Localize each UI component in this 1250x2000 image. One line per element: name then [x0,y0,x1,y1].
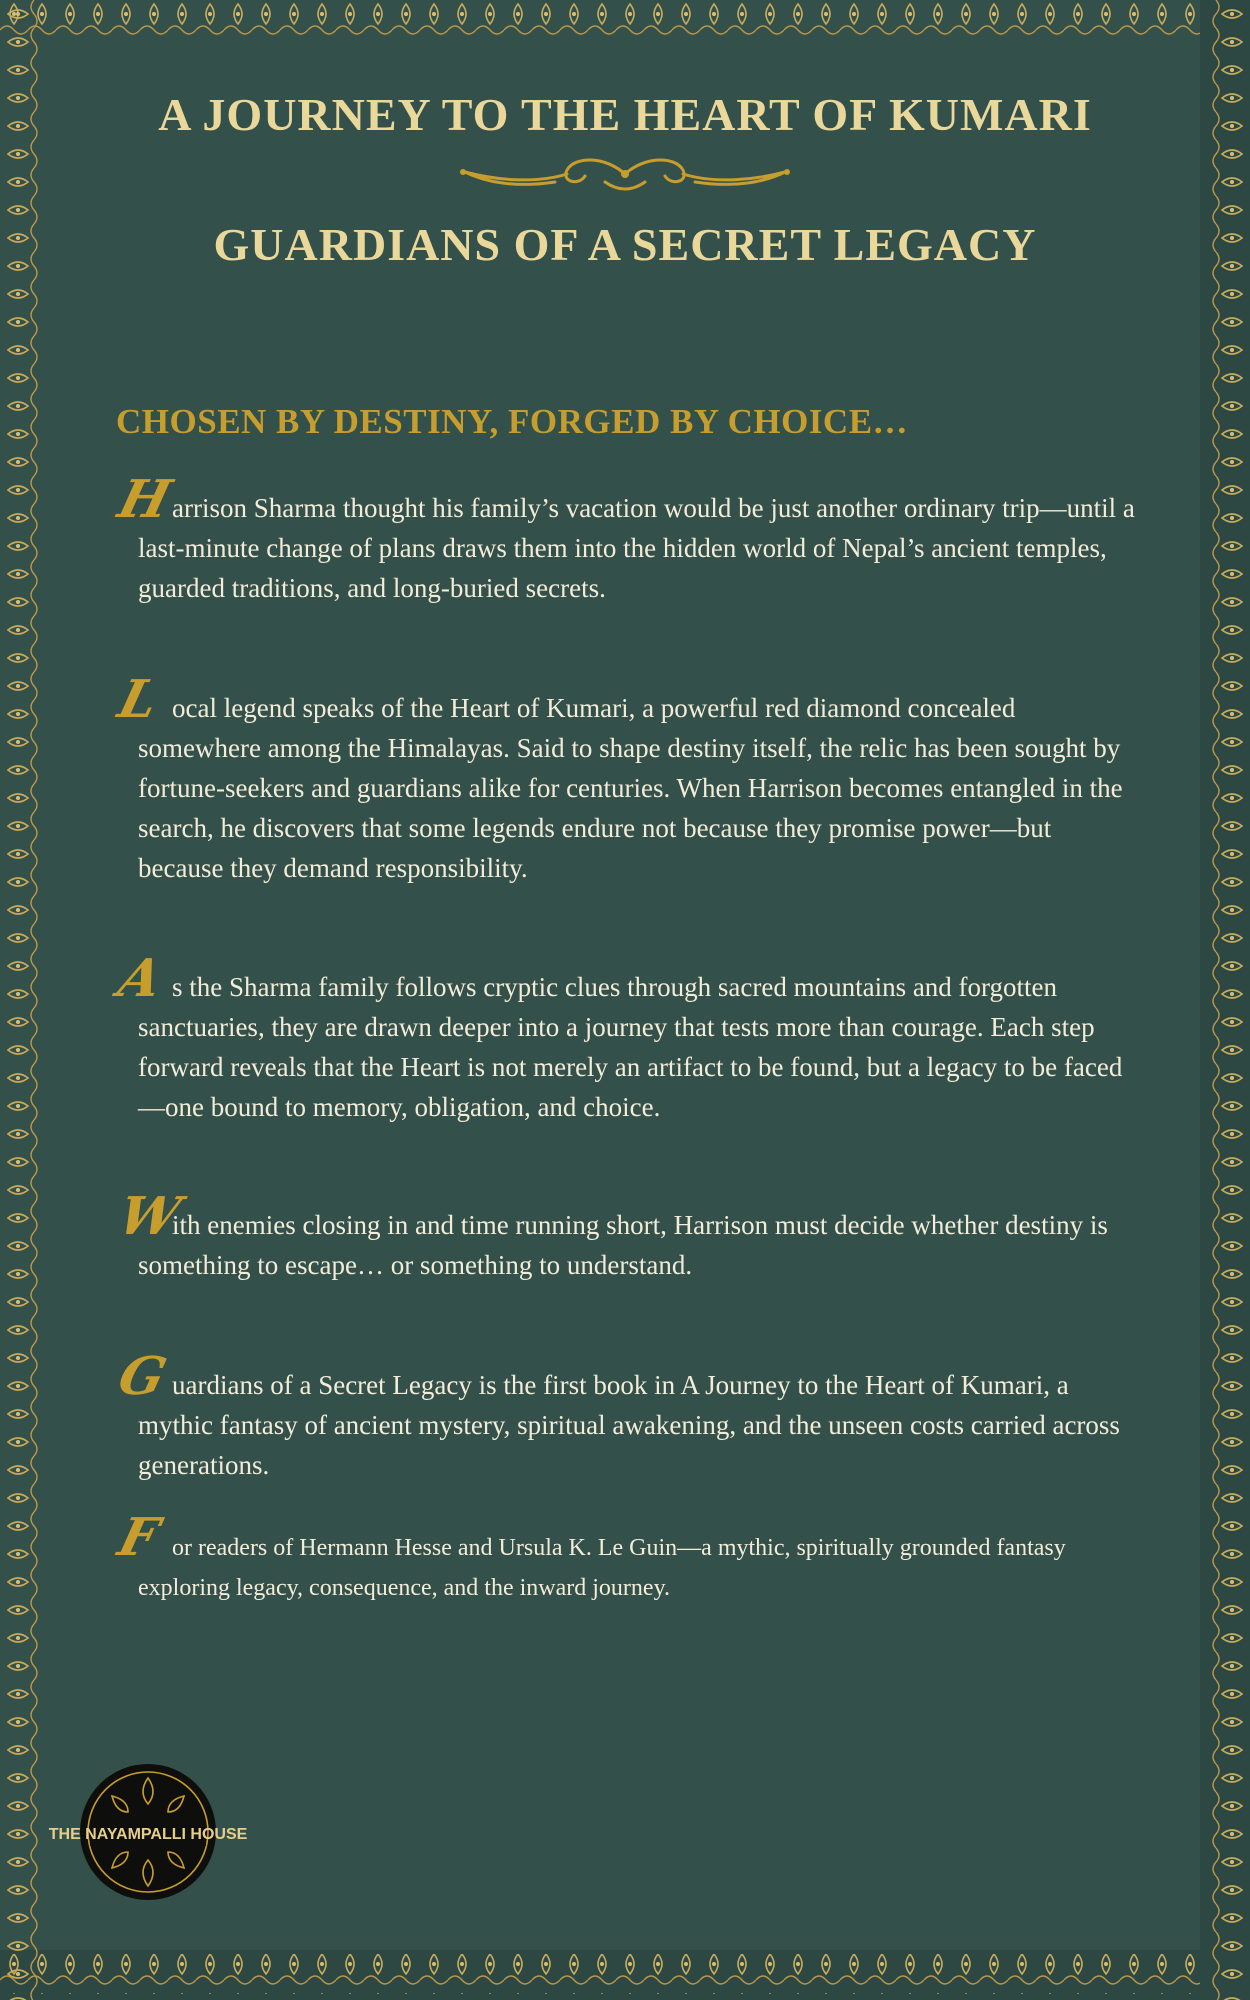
book-title: GUARDIANS OF A SECRET LEGACY [213,219,1037,270]
paragraph-text: arrison Sharma thought his family’s vacation would be just another ordinary trip—until a last-minute change of plans draws them into the hidden world of Nepal’s ancient temples, guarded traditions, and long-buried secrets. [138,493,1135,603]
blurb-paragraph [112,469,1138,608]
publisher-logo [48,1762,248,1902]
drop-cap: L [112,669,165,730]
drop-cap: W [112,1186,187,1247]
paragraph-text: ocal legend speaks of the Heart of Kumari, a powerful red diamond concealed somewhere among the Himalayas. Said to shape destiny itself, the relic has been sought by fortune-seekers and guardians alike for centuries. When Harrison becomes entangled in the search, he discovers that some legends endure not because they promise power—but because they demand responsibility. [138,693,1123,883]
drop-cap: H [112,469,177,530]
blurb-paragraph [112,669,1138,888]
ornamental-border-bottom [0,1950,1250,2000]
drop-cap: G [112,1346,173,1407]
paragraph-text: or readers of Hermann Hesse and Ursula K. Le Guin—a mythic, spiritually grounded fantasy exploring legacy, consequence, and the inward journey. [138,1535,1066,1601]
gold-flourish-ornament [455,152,795,202]
blurb-paragraph [112,948,1138,1127]
drop-cap: F [112,1507,165,1568]
ornamental-border-left [0,0,46,2000]
paragraph-text: uardians of a Secret Legacy is the first book in A Journey to the Heart of Kumari, a mythic fantasy of ancient mystery, spiritual awakening, and the unseen costs carried across generations. [138,1370,1120,1480]
paragraph-text: s the Sharma family follows cryptic clues through sacred mountains and forgotten sanctuaries, they are drawn deeper into a journey that tests more than courage. Each step forward reveals that the Heart is not merely an artifact to be found, but a legacy to be faced—one bound to memory, obligation, and choice. [138,972,1123,1122]
paragraph-text: ith enemies closing in and time running short, Harrison must decide whether destiny is something to escape… or something to understand. [138,1210,1108,1280]
ornamental-border-right [1200,0,1250,2000]
drop-cap: A [112,948,169,1009]
tagline: CHOSEN BY DESTINY, FORGED BY CHOICE… [116,402,909,441]
comparison-paragraph [112,1507,1138,1608]
series-title: A JOURNEY TO THE HEART OF KUMARI [158,89,1092,140]
publisher-logo-text: THE NAYAMPALLI HOUSE [48,1826,248,1843]
blurb-paragraph [112,1186,1138,1285]
blurb-paragraph [112,1346,1138,1485]
ornamental-border-top [0,0,1250,40]
